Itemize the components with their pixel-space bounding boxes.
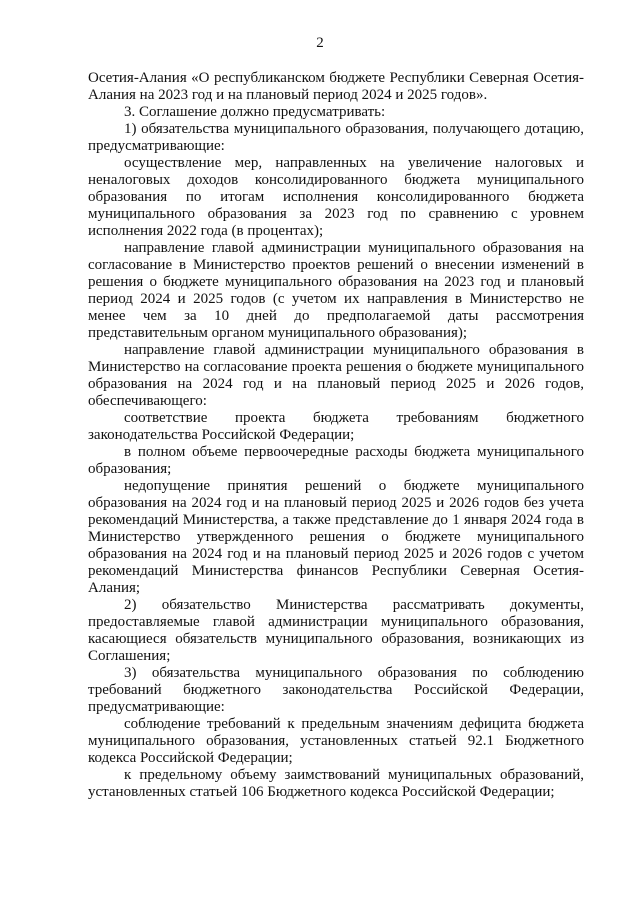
paragraph-deficit-limits: соблюдение требований к предельным значениям дефицита бюджета муниципального образования, установленных статьей 92.1 Бюджетного кодекса Российской Федерации; bbox=[88, 716, 584, 766]
paragraph-revenue-measures: осуществление мер, направленных на увеличение налоговых и неналоговых доходов консолидированного бюджета муниципального образования по итогам исполнения консолидированного бюджета муниципального образования за 2023 год по сравнению с уровнем исполнения 2022 года (в процентах); bbox=[88, 155, 584, 239]
paragraph-continuation: Осетия-Алания «О республиканском бюджете Республики Северная Осетия-Алания на 2023 год и на плановый период 2024 и 2025 годов». bbox=[88, 70, 584, 103]
document-body bbox=[88, 70, 584, 801]
paragraph-item-2: 2) обязательство Министерства рассматривать документы, предоставляемые главой администрации муниципального образования, касающиеся обязательств муниципального образования, возникающих из Соглашения; bbox=[88, 597, 584, 664]
paragraph-item-1: 1) обязательства муниципального образования, получающего дотацию, предусматривающие: bbox=[88, 121, 584, 154]
paragraph-borrowing-limits: к предельному объему заимствований муниципальных образований, установленных статьей 106 Бюджетного кодекса Российской Федерации; bbox=[88, 767, 584, 800]
paragraph-compliance: соответствие проекта бюджета требованиям бюджетного законодательства Российской Федерации; bbox=[88, 410, 584, 443]
paragraph-amendments-submission: направление главой администрации муниципального образования на согласование в Министерство проектов решений о внесении изменений в решения о бюджете муниципального образования на 2023 год и плановый период 2024 и 2025 годов (с учетом их направления в Министерство не менее чем за 10 дней до предполагаемой даты рассмотрения представительным органом муниципального образования); bbox=[88, 240, 584, 341]
paragraph-section-3-heading: 3. Соглашение должно предусматривать: bbox=[124, 104, 386, 120]
paragraph-decision-restriction: недопущение принятия решений о бюджете муниципального образования на 2024 год и на плановый период 2025 и 2026 годов без учета рекомендаций Министерства, а также представление до 1 января 2024 года в Министерство утвержденного решения о бюджете муниципального образования на 2024 год и на плановый период 2025 и 2026 годов с учетом рекомендаций Министерства финансов Республики Северная Осетия-Алания; bbox=[88, 478, 584, 596]
paragraph-item-3: 3) обязательства муниципального образования по соблюдению требований бюджетного законодательства Российской Федерации, предусматривающие: bbox=[88, 665, 584, 715]
paragraph-draft-budget-submission: направление главой администрации муниципального образования в Министерство на согласование проекта решения о бюджете муниципального образования на 2024 год и на плановый период 2025 и 2026 годов, обеспечивающего: bbox=[88, 342, 584, 409]
paragraph-priority-expenses: в полном объеме первоочередные расходы бюджета муниципального образования; bbox=[88, 444, 584, 477]
page-number: 2 bbox=[316, 35, 324, 51]
